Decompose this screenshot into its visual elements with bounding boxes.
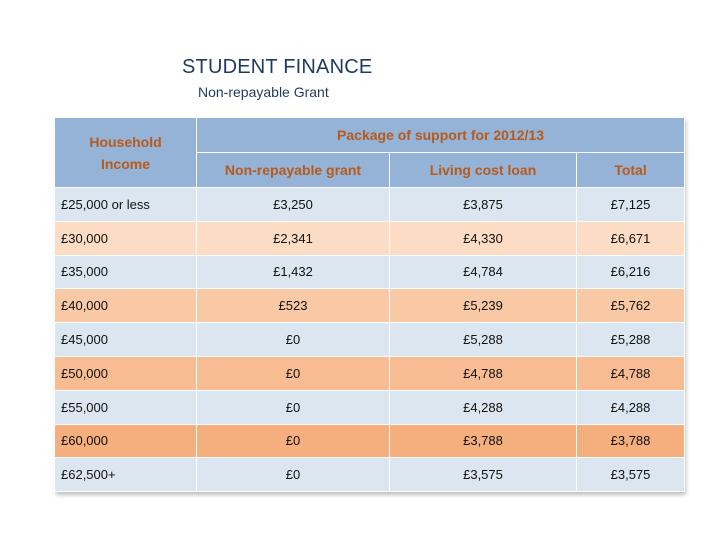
total-cell: £6,671 — [577, 221, 685, 255]
grant-cell: £2,341 — [197, 221, 390, 255]
grant-cell: £0 — [197, 356, 390, 390]
grant-cell: £3,250 — [197, 188, 390, 222]
page-subtitle: Non-repayable Grant — [198, 84, 329, 100]
income-cell: £50,000 — [55, 356, 197, 390]
table-row — [55, 323, 685, 357]
total-cell: £5,762 — [577, 289, 685, 323]
table-row — [55, 356, 685, 390]
total-cell: £3,788 — [577, 424, 685, 458]
income-cell: £30,000 — [55, 221, 197, 255]
income-cell: £60,000 — [55, 424, 197, 458]
table-row — [55, 221, 685, 255]
loan-cell: £3,575 — [390, 458, 577, 492]
grant-cell: £0 — [197, 458, 390, 492]
total-cell: £4,288 — [577, 390, 685, 424]
total-cell: £3,575 — [577, 458, 685, 492]
total-cell: £5,288 — [577, 323, 685, 357]
grant-cell: £0 — [197, 323, 390, 357]
table-row — [55, 255, 685, 289]
loan-cell: £3,788 — [390, 424, 577, 458]
grant-cell: £0 — [197, 390, 390, 424]
table-row — [55, 458, 685, 492]
loan-cell: £4,784 — [390, 255, 577, 289]
loan-cell: £4,288 — [390, 390, 577, 424]
income-cell: £45,000 — [55, 323, 197, 357]
grant-cell: £0 — [197, 424, 390, 458]
total-cell: £4,788 — [577, 356, 685, 390]
header-living-cost-loan: Living cost loan — [390, 153, 577, 188]
page-title: STUDENT FINANCE — [182, 56, 373, 78]
table-row — [55, 289, 685, 323]
grant-cell: £1,432 — [197, 255, 390, 289]
loan-cell: £5,239 — [390, 289, 577, 323]
income-cell: £62,500+ — [55, 458, 197, 492]
header-income-line1: Household — [89, 133, 162, 150]
table-row — [55, 188, 685, 222]
header-total: Total — [577, 153, 685, 188]
grant-cell: £523 — [197, 289, 390, 323]
header-household-income — [55, 118, 197, 188]
header-package-of-support: Package of support for 2012/13 — [197, 118, 685, 153]
table-row — [55, 424, 685, 458]
finance-table — [54, 117, 685, 492]
header-non-repayable-grant: Non-repayable grant — [197, 153, 390, 188]
header-income-line2: Income — [100, 155, 150, 172]
total-cell: £6,216 — [577, 255, 685, 289]
income-cell: £25,000 or less — [55, 188, 197, 222]
income-cell: £40,000 — [55, 289, 197, 323]
finance-table-container — [54, 117, 684, 492]
table-row — [55, 390, 685, 424]
loan-cell: £3,875 — [390, 188, 577, 222]
loan-cell: £4,330 — [390, 221, 577, 255]
loan-cell: £4,788 — [390, 356, 577, 390]
total-cell: £7,125 — [577, 188, 685, 222]
loan-cell: £5,288 — [390, 323, 577, 357]
income-cell: £55,000 — [55, 390, 197, 424]
income-cell: £35,000 — [55, 255, 197, 289]
